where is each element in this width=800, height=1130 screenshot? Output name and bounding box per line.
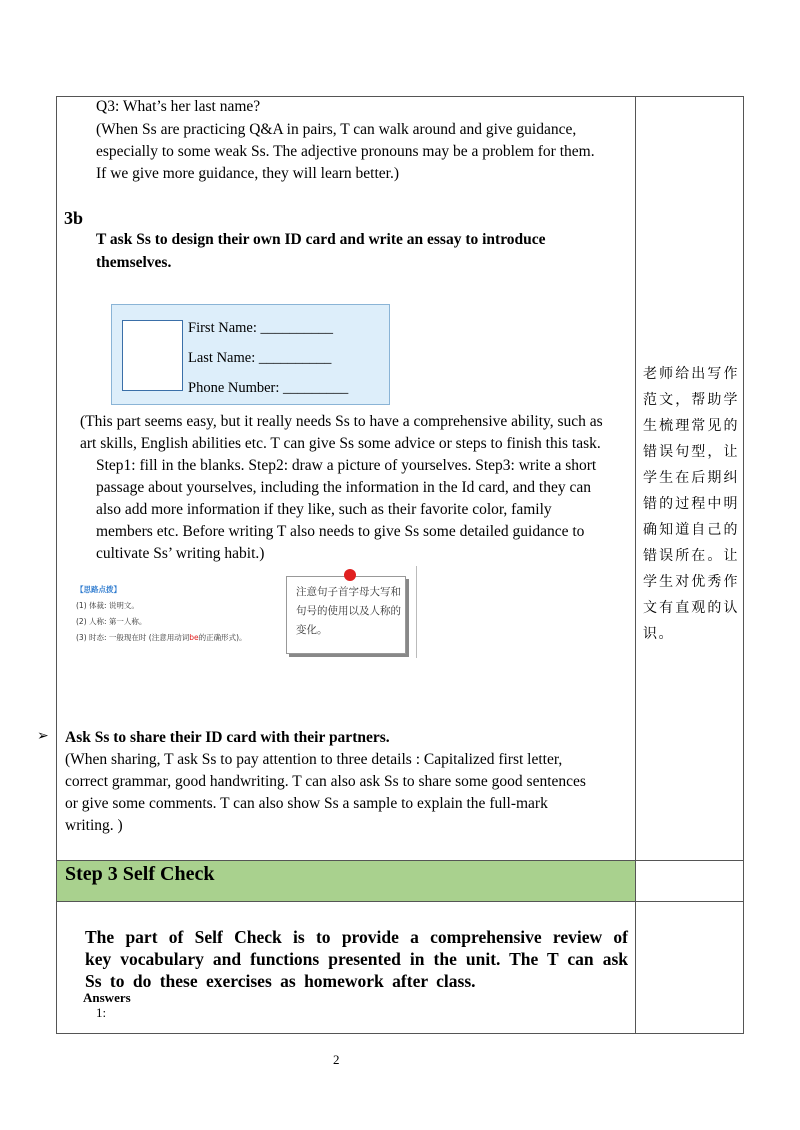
task-line: T ask Ss to design their own ID card and write an essay to introduce — [96, 231, 546, 248]
pin-icon — [344, 569, 356, 581]
id-card-sample — [111, 304, 390, 405]
answer-item: 1: — [96, 1005, 107, 1020]
explanation-line: passage about yourselves, including the information in the Id card, and they can — [96, 479, 591, 496]
first-name-field: First Name: __________ — [188, 320, 333, 336]
share-line: correct grammar, good handwriting. T can also ask Ss to share some good sentences — [65, 773, 586, 790]
tips-highlight: be — [189, 633, 199, 642]
writing-tips — [76, 582, 247, 646]
tips-text: (3) 时态: 一般现在时 (注意用动词 — [76, 633, 190, 642]
guidance-line: especially to some weak Ss. The adjective pronouns may be a problem for them. — [96, 143, 595, 160]
explanation-line: members etc. Before writing T also needs to give Ss some detailed guidance to — [96, 523, 585, 540]
tips-line: (1) 体裁: 说明文。 — [76, 601, 139, 610]
guidance-line: (When Ss are practicing Q&A in pairs, T can walk around and give guidance, — [96, 121, 577, 138]
page-number: 2 — [333, 1052, 340, 1067]
explanation-line: cultivate Ss’ writing habit.) — [96, 545, 265, 562]
tips-line — [76, 630, 247, 646]
share-line: writing. ) — [65, 817, 123, 834]
column-divider — [635, 96, 636, 1033]
explanation-line: also add more information if they like, such as their favorite color, family — [96, 501, 552, 518]
task-line: themselves. — [96, 254, 172, 271]
tips-text: 的正确形式)。 — [198, 633, 247, 642]
tips-line: (2) 人称: 第一人称。 — [76, 617, 147, 626]
step3-title: Step 3 Self Check — [65, 863, 215, 885]
self-check-description: The part of Self Check is to provide a comprehensive review of key vocabulary and functions presented in the unit. The T can ask Ss to do these exercises as homework after class. — [85, 927, 628, 991]
photo-placeholder — [122, 320, 183, 391]
section-label-3b: 3b — [64, 208, 84, 228]
guidance-line: If we give more guidance, they will learn better.) — [96, 165, 399, 182]
divider — [416, 566, 417, 658]
row-divider — [56, 901, 743, 902]
teacher-side-note: 老师给出写作范文，帮助学生梳理常见的错误句型，让学生在后期纠错的过程中明确知道自己的错误所在。让学生对优秀作文有直观的认识。 — [643, 366, 739, 642]
bullet-arrow-icon: ➢ — [37, 728, 49, 744]
explanation-line: Step1: fill in the blanks. Step2: draw a picture of yourselves. Step3: write a short — [96, 457, 597, 474]
sticky-note-text: 注意句子首字母大写和句号的使用以及人称的变化。 — [296, 586, 401, 636]
question-q3: Q3: What’s her last name? — [96, 98, 261, 115]
explanation-line: (This part seems easy, but it really needs Ss to have a comprehensive ability, such as — [80, 413, 603, 430]
explanation-line: art skills, English abilities etc. T can give Ss some advice or steps to finish this task. — [80, 435, 601, 452]
last-name-field: Last Name: __________ — [188, 350, 332, 366]
share-line: or give some comments. T can also show Ss a sample to explain the full-mark — [65, 795, 548, 812]
answers-label: Answers — [83, 990, 131, 1005]
share-heading: Ask Ss to share their ID card with their partners. — [65, 729, 390, 746]
phone-number-field: Phone Number: _________ — [188, 380, 349, 396]
sticky-note — [286, 576, 406, 654]
share-line: (When sharing, T ask Ss to pay attention to three details : Capitalized first letter, — [65, 751, 563, 768]
tips-title: 【思路点拨】 — [76, 585, 121, 594]
